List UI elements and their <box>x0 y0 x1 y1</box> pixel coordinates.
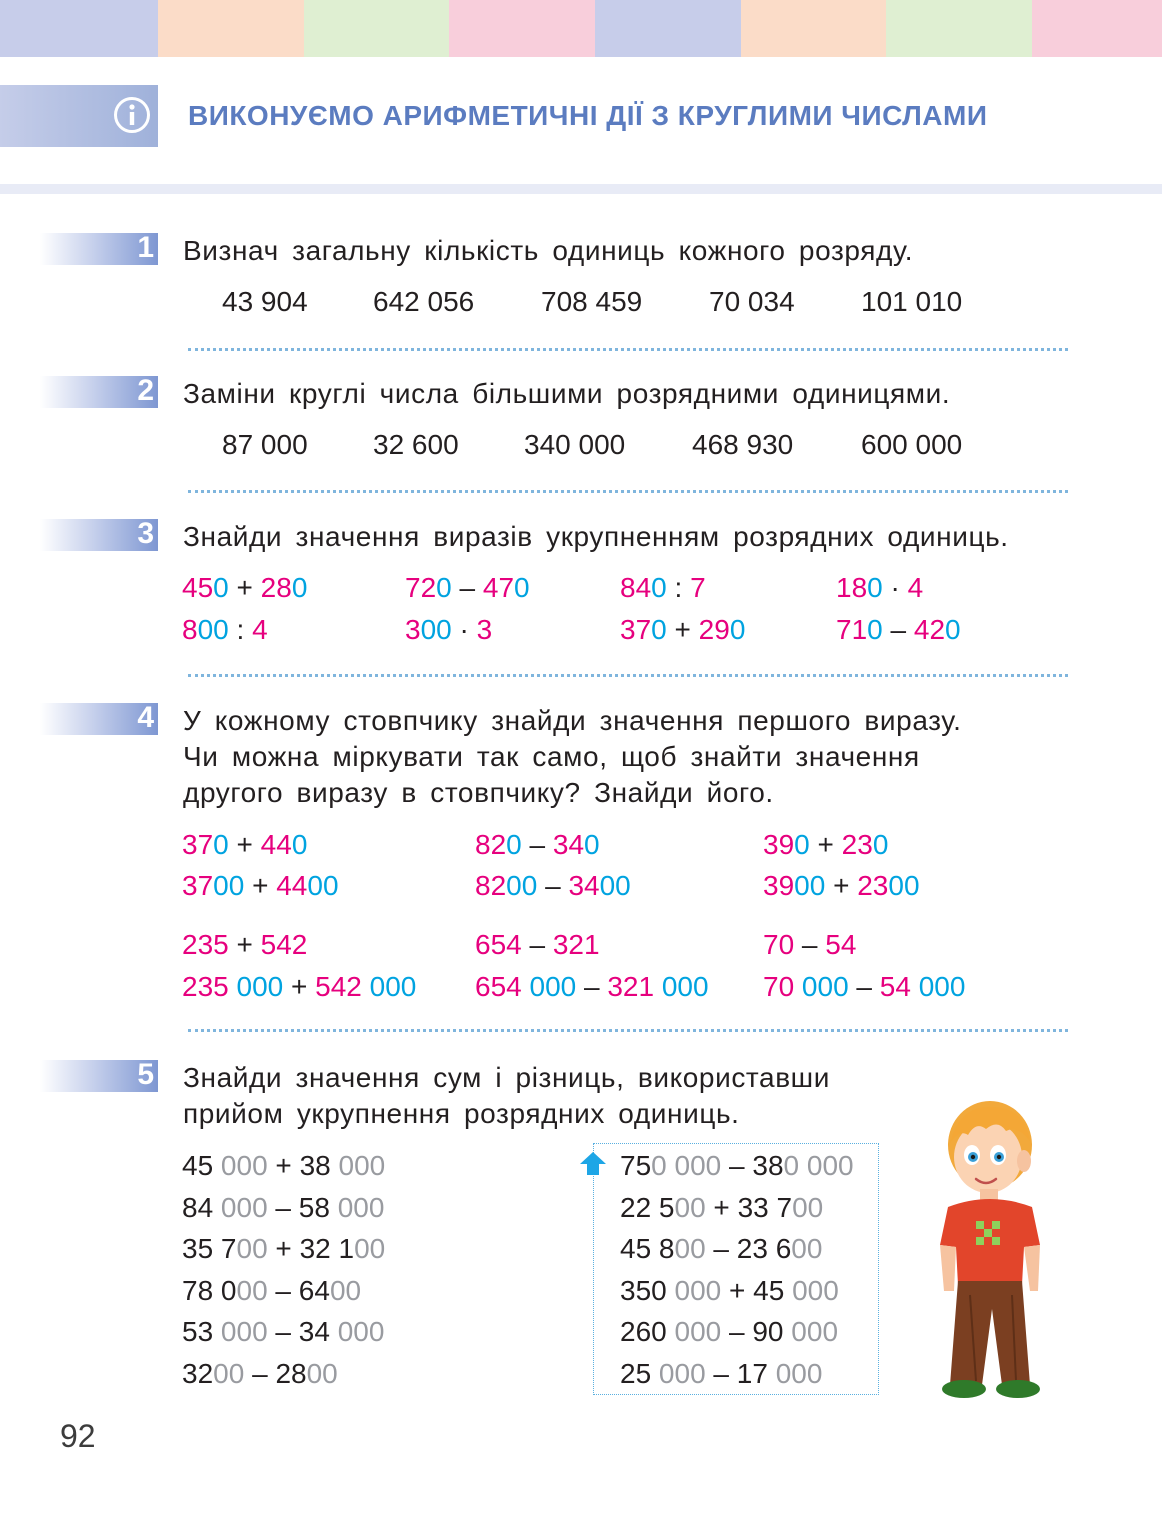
task-number: 5 <box>137 1058 154 1091</box>
number-item: 340 000 <box>524 429 626 460</box>
number-item: 101 010 <box>861 286 963 317</box>
expression-part: 000 <box>330 1150 386 1181</box>
expression-part: 00 <box>306 1358 338 1389</box>
expression-part: 38 <box>752 1150 784 1181</box>
expression-part: 0 <box>213 572 229 603</box>
expression-part: 35 7 <box>182 1233 237 1264</box>
expression-part: 000 <box>654 971 709 1002</box>
expression-part: 28 <box>275 1358 307 1389</box>
task-text-line: Чи можна міркувати так само, щоб знайти значення <box>183 741 920 772</box>
expression-part: 0 <box>872 829 889 860</box>
expression-part: 00 <box>307 870 339 901</box>
expression-part: – <box>721 1316 753 1347</box>
expression-part: 235 <box>182 929 229 960</box>
expression-part: + <box>809 829 842 860</box>
task-number-tab <box>40 519 158 551</box>
expression-part: 78 0 <box>182 1275 237 1306</box>
task-number: 4 <box>137 701 154 734</box>
expression-part: 7 <box>690 572 706 603</box>
number-item: 642 056 <box>373 286 475 317</box>
answer-line <box>188 1029 1068 1032</box>
expression-part: + <box>267 1150 300 1181</box>
expression-part: 0 <box>651 572 667 603</box>
number-item: 32 600 <box>373 429 459 460</box>
task-number: 2 <box>137 374 154 407</box>
expression-part: + <box>721 1275 754 1306</box>
expression-part: 39 <box>763 829 795 860</box>
expression-part: · <box>451 614 477 645</box>
expression-part: 75 <box>620 1150 652 1181</box>
expression-part: 84 <box>182 1192 214 1223</box>
expression-part: 33 7 <box>737 1192 793 1223</box>
expression <box>763 971 965 1003</box>
expression-part: 82 <box>475 870 507 901</box>
expression-part: 0 <box>945 614 961 645</box>
expression-part: – <box>882 614 914 645</box>
expression-part: 00 <box>599 870 631 901</box>
expression-part: 45 <box>182 1150 214 1181</box>
expression-part: 000 <box>329 1192 385 1223</box>
task-number-tab <box>40 1060 158 1092</box>
expression-part: 000 <box>910 971 966 1002</box>
color-stripe <box>0 0 158 57</box>
expression <box>182 1192 384 1224</box>
expression-part: 542 <box>315 971 362 1002</box>
expression <box>182 1316 384 1348</box>
expression-part: 64 <box>298 1275 330 1306</box>
expression-part: + <box>228 829 261 860</box>
expression-part: + <box>228 572 261 603</box>
expression-part: 42 <box>913 614 946 645</box>
expression-part: 44 <box>276 870 308 901</box>
number-item: 43 904 <box>222 286 308 317</box>
expression-part: + <box>666 614 699 645</box>
expression-part: + <box>228 929 261 960</box>
expression-part: 542 <box>260 929 308 960</box>
expression-part: 38 <box>299 1150 331 1181</box>
color-stripe <box>595 0 741 57</box>
header-divider <box>0 184 1162 194</box>
expression-part: 17 <box>736 1358 768 1389</box>
color-stripe <box>158 0 304 57</box>
expression-part: 18 <box>836 572 868 603</box>
expression-part: 00 <box>213 870 245 901</box>
task-4-text <box>183 703 961 811</box>
boy-illustration <box>920 1095 1060 1405</box>
color-stripe <box>1032 0 1162 57</box>
color-stripe <box>886 0 1032 57</box>
number-item: 468 930 <box>692 429 794 460</box>
page-number: 92 <box>60 1418 96 1454</box>
expression <box>620 1316 838 1348</box>
expression-part: 0 <box>651 614 667 645</box>
expression-part: 00 <box>329 1275 362 1306</box>
expression-part: 34 <box>568 870 600 901</box>
expression <box>182 1358 338 1390</box>
answer-line <box>188 348 1068 351</box>
expression-part: 37 <box>182 870 214 901</box>
expression-part: 000 <box>228 971 284 1002</box>
task-1-text: Визнач загальну кількість одиниць кожного розряду. <box>183 235 914 266</box>
expression-part: 00 <box>674 1192 706 1223</box>
expression <box>182 829 307 861</box>
expression-part: – <box>521 829 553 860</box>
expression-part: 321 <box>552 929 600 960</box>
expression-part: 0 <box>584 829 600 860</box>
task-number-tab <box>40 376 158 408</box>
expression <box>405 614 492 646</box>
expression <box>620 1192 823 1224</box>
info-icon <box>113 96 151 134</box>
color-stripe <box>449 0 595 57</box>
expression-part: 654 <box>475 929 522 960</box>
number-item: 87 000 <box>222 429 308 460</box>
expression-part: 84 <box>620 572 652 603</box>
expression-part: + <box>244 870 277 901</box>
answer-line <box>188 490 1068 493</box>
expression-part: 82 <box>475 829 507 860</box>
expression-part: 0 <box>436 572 452 603</box>
color-stripe <box>741 0 886 57</box>
expression <box>182 1275 361 1307</box>
arrow-up-icon <box>579 1150 607 1178</box>
expression-part: 260 <box>620 1316 667 1347</box>
expression-part: 00 <box>420 614 452 645</box>
expression <box>836 572 923 604</box>
task-text-line: другого виразу в стовпчику? Знайди його. <box>183 777 774 808</box>
expression-part: 000 <box>213 1150 268 1181</box>
expression-part: 32 <box>182 1358 214 1389</box>
task-number-tab <box>40 703 158 735</box>
expression-part: 39 <box>763 870 795 901</box>
expression-part: – <box>537 870 569 901</box>
expression <box>182 1150 385 1182</box>
expression-part: 654 <box>475 971 522 1002</box>
expression-part: 000 <box>213 1192 268 1223</box>
expression-part: – <box>267 1275 299 1306</box>
expression <box>836 614 961 646</box>
expression <box>182 971 416 1003</box>
expression-part: + <box>705 1192 738 1223</box>
expression-part: 000 <box>794 971 849 1002</box>
expression-part: 22 5 <box>620 1192 675 1223</box>
task-text-line: прийом укрупнення розрядних одиниць. <box>183 1098 740 1129</box>
expression-part: 0 <box>291 829 308 860</box>
expression-part: 37 <box>182 829 214 860</box>
expression <box>182 1233 385 1265</box>
expression-part: 235 <box>182 971 229 1002</box>
expression-part: 58 <box>298 1192 330 1223</box>
expression-part: 54 <box>879 971 911 1002</box>
expression-part: : <box>666 572 691 603</box>
number-item: 600 000 <box>861 429 963 460</box>
expression <box>763 829 888 861</box>
expression-part: 70 <box>763 929 795 960</box>
expression <box>182 614 268 646</box>
task-5-text <box>183 1060 830 1132</box>
expression-part: 0 <box>514 572 530 603</box>
expression-part: – <box>705 1233 737 1264</box>
expression <box>763 929 856 961</box>
expression-part: 00 <box>197 614 229 645</box>
expression <box>182 870 339 902</box>
expression-part: 00 <box>674 1233 706 1264</box>
expression-part: 23 <box>857 870 889 901</box>
expression-part: : <box>228 614 253 645</box>
expression-part: 44 <box>260 829 292 860</box>
expression-part: – <box>451 572 483 603</box>
expression-part: 72 <box>405 572 437 603</box>
expression <box>620 572 706 604</box>
expression-part: + <box>283 971 316 1002</box>
expression-part: 47 <box>482 572 515 603</box>
expression-part: – <box>794 929 826 960</box>
expression-part: 000 <box>767 1358 823 1389</box>
expression-part: 000 <box>521 971 577 1002</box>
expression-part: 53 <box>182 1316 214 1347</box>
expression-part: 350 <box>620 1275 667 1306</box>
expression-part: 28 <box>260 572 292 603</box>
expression-part: – <box>576 971 608 1002</box>
expression-part: 29 <box>698 614 730 645</box>
expression-part: – <box>705 1358 737 1389</box>
expression <box>763 870 920 902</box>
expression-part: 3 <box>405 614 421 645</box>
expression-part: 00 <box>791 1233 823 1264</box>
task-number: 1 <box>137 231 154 264</box>
expression-part: 0 000 <box>783 1150 854 1181</box>
expression-part: 00 <box>354 1233 386 1264</box>
expression-part: 45 8 <box>620 1233 675 1264</box>
expression-part: 34 <box>298 1316 330 1347</box>
expression <box>620 1358 822 1390</box>
expression <box>620 1275 839 1307</box>
expression-part: 54 <box>825 929 857 960</box>
expression-part: – <box>848 971 880 1002</box>
expression-part: 0 <box>867 572 883 603</box>
expression-part: 000 <box>213 1316 268 1347</box>
expression-part: 25 <box>620 1358 652 1389</box>
expression-part: 4 <box>907 572 924 603</box>
expression-part: 00 <box>792 1192 824 1223</box>
expression-part: 8 <box>182 614 198 645</box>
expression-part: – <box>267 1192 299 1223</box>
expression <box>475 929 600 961</box>
expression-part: 000 <box>666 1316 722 1347</box>
expression-part: 00 <box>236 1233 268 1264</box>
expression-part: 00 <box>794 870 826 901</box>
expression <box>620 1233 822 1265</box>
expression-part: + <box>825 870 858 901</box>
expression-part: 23 6 <box>736 1233 792 1264</box>
expression-part: 45 <box>753 1275 785 1306</box>
expression-part: 00 <box>888 870 920 901</box>
task-3-text: Знайди значення виразів укрупненням розрядних одиниць. <box>183 521 1009 552</box>
expression <box>620 614 745 646</box>
expression-part: 0 000 <box>651 1150 722 1181</box>
expression-part: – <box>244 1358 276 1389</box>
expression-part: 000 <box>666 1275 722 1306</box>
expression-part: 3 <box>476 614 493 645</box>
expression-part: 0 <box>794 829 810 860</box>
task-text-line: Знайди значення сум і різниць, використавши <box>183 1062 830 1093</box>
expression-part: 0 <box>213 829 229 860</box>
expression-part: 32 1 <box>299 1233 355 1264</box>
expression-part: 321 <box>607 971 655 1002</box>
answer-line <box>188 674 1068 677</box>
number-item: 70 034 <box>709 286 795 317</box>
expression-part: 90 <box>752 1316 784 1347</box>
expression-part: 0 <box>729 614 746 645</box>
expression <box>475 971 709 1003</box>
expression <box>405 572 530 604</box>
expression-part: 0 <box>291 572 308 603</box>
task-2-text: Заміни круглі числа більшими розрядними одиницями. <box>183 378 951 409</box>
color-stripe <box>304 0 449 57</box>
expression-part: 000 <box>651 1358 706 1389</box>
expression-part: 4 <box>252 614 268 645</box>
expression-part: 70 <box>763 971 795 1002</box>
page-title: ВИКОНУЄМО АРИФМЕТИЧНІ ДІЇ З КРУГЛИМИ ЧИСЛАМИ <box>188 100 988 131</box>
task-text-line: У кожному стовпчику знайди значення першого виразу. <box>183 705 962 736</box>
expression <box>620 1150 854 1182</box>
expression-part: 00 <box>236 1275 268 1306</box>
expression-part: 00 <box>506 870 538 901</box>
expression-part: – <box>267 1316 299 1347</box>
expression-part: 37 <box>620 614 652 645</box>
expression <box>475 870 631 902</box>
expression-part: 000 <box>783 1316 839 1347</box>
expression-part: 71 <box>836 614 868 645</box>
expression-part: 45 <box>182 572 214 603</box>
number-item: 708 459 <box>541 286 643 317</box>
task-number-tab <box>40 233 158 265</box>
expression-part: – <box>521 929 553 960</box>
expression-part: 000 <box>329 1316 385 1347</box>
expression <box>475 829 600 861</box>
expression-part: 34 <box>552 829 585 860</box>
expression <box>182 572 307 604</box>
expression-part: 000 <box>361 971 417 1002</box>
expression-part: – <box>721 1150 753 1181</box>
expression-part: 0 <box>506 829 522 860</box>
expression-part: 000 <box>784 1275 839 1306</box>
expression-part: 0 <box>867 614 883 645</box>
top-color-bar <box>0 0 1162 57</box>
expression-part: 23 <box>841 829 873 860</box>
expression <box>182 929 307 961</box>
task-number: 3 <box>137 517 154 550</box>
expression-part: + <box>267 1233 300 1264</box>
expression-part: · <box>882 572 908 603</box>
expression-part: 00 <box>213 1358 245 1389</box>
